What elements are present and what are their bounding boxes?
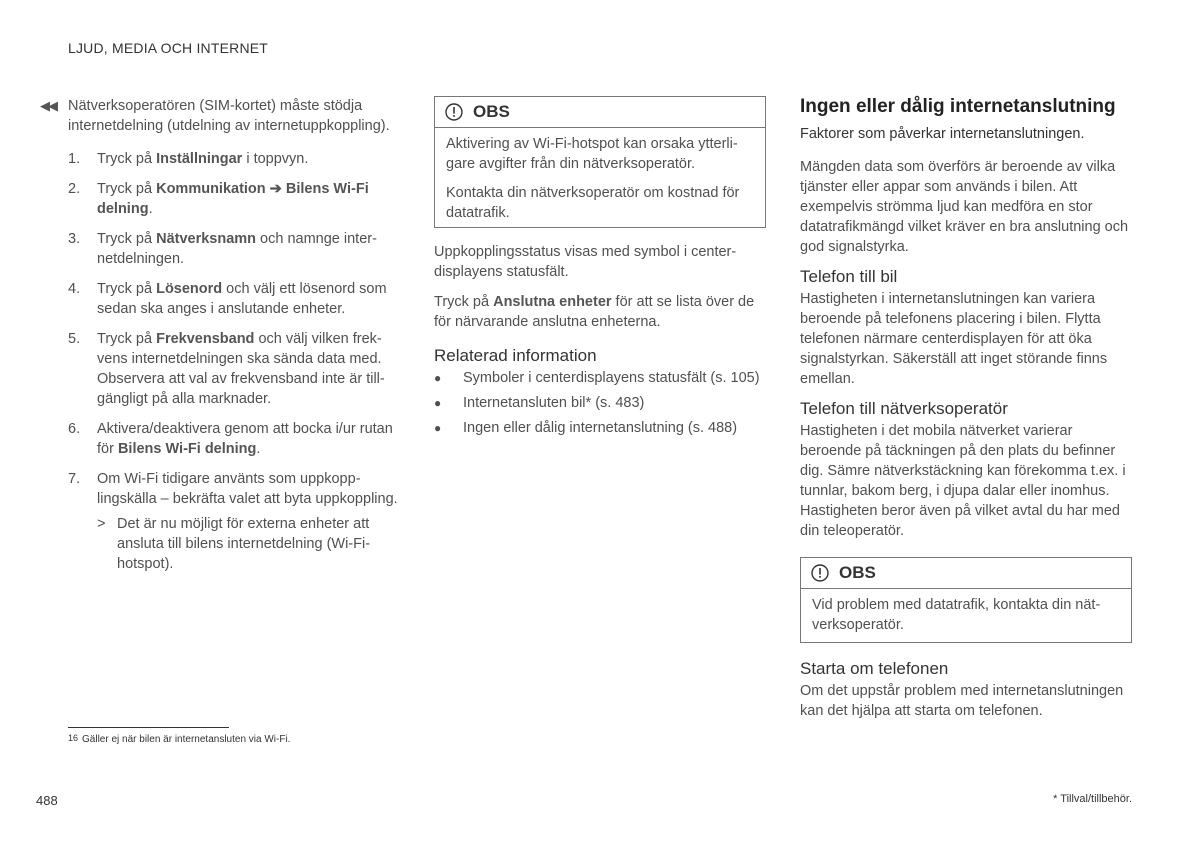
section-lead: Faktorer som påverkar internetanslutningen. (800, 126, 1085, 142)
step-item: 2. Tryck på Kommunikation ➔ Bilens Wi-Fi delning. (68, 181, 369, 217)
page-header: LJUD, MEDIA OCH INTERNET (68, 40, 269, 56)
related-link[interactable]: ● Symboler i centerdisplayens statusfält (s. 105) (434, 370, 760, 386)
column-instructions (40, 96, 400, 584)
obs-text: Aktivering av Wi-Fi-hotspot kan orsaka ytterligare avgifter från din nätverksoperatör. (446, 136, 738, 172)
related-link[interactable]: ● Ingen eller dålig internetanslutning (s. 488) (434, 420, 738, 436)
connected-devices-paragraph: Tryck på Anslutna enheter för att se lista över de för närvarande anslutna enheterna. (434, 294, 755, 330)
step-item: 3. Tryck på Nätverksnamn och namnge internetdelningen. (68, 231, 377, 267)
info-icon (811, 564, 829, 582)
related-list (434, 368, 766, 438)
status-paragraph: Uppkopplingsstatus visas med symbol i centerdisplayens statusfält. (434, 244, 737, 280)
accessory-note: * Tillval/tillbehör. (1053, 793, 1132, 805)
continued-icon: ◀◀ (40, 98, 56, 113)
phone-operator-text: Hastigheten i det mobila nätverket varierar beroende på täckningen på den plats du befinner dig. Sämre nätverkstäckning kan förekomma t.ex. i tunnlar, bakom berg, i djupa dalar eller inomhus. Hastigheten beror även på vilket avtal du har med din teleoperatör. (800, 423, 1126, 539)
step-item: 4. Tryck på Lösenord och välj ett lösenord som sedan ska anges i anslutande enheter. (68, 281, 387, 317)
step-item: 1. Tryck på Inställningar i toppvyn. (68, 151, 309, 167)
obs-text: Vid problem med datatrafik, kontakta din nätverksoperatör. (812, 597, 1101, 633)
heading-phone-car: Telefon till bil (800, 267, 898, 286)
intro-text: Nätverksoperatören (SIM-kortet) måste stödja internetdelning (utdelning av internetuppkoppling). (68, 98, 390, 134)
bullet-icon: ● (434, 396, 442, 410)
obs-title: OBS (473, 102, 510, 121)
bullet-icon: ● (434, 421, 442, 435)
arrow-icon: ➔ (265, 181, 286, 197)
footnote: $^{16}$ Gäller ej när bilen är internetansluten via Wi-Fi. (68, 733, 291, 745)
page-number: 488 (36, 793, 58, 808)
obs-box (434, 96, 766, 228)
footnote-divider (68, 727, 229, 728)
phone-car-text: Hastigheten i internetanslutningen kan variera beroende på telefonens placering i bilen. Flytta telefonen närmare centerdisplayen för att öka signalstyrkan. Säkerställ att inget störande finns emellan. (800, 291, 1108, 387)
bullet-icon: ● (434, 371, 442, 385)
result-note: > Det är nu möjligt för externa enheter att ansluta till bilens internetdelning (Wi-Fi-hotspot). (97, 516, 371, 572)
steps-list (40, 149, 400, 574)
info-icon (445, 103, 463, 121)
obs-title: OBS (839, 563, 876, 582)
heading-restart: Starta om telefonen (800, 659, 949, 678)
result-marker: > (97, 516, 106, 532)
restart-text: Om det uppstår problem med internetanslutningen kan det hjälpa att starta om telefonen. (800, 683, 1124, 719)
related-link[interactable]: ● Internetansluten bil* (s. 483) (434, 395, 645, 411)
data-paragraph: Mängden data som överförs är beroende av vilka tjänster eller appar som används i bilen. Att exempelvis strömma ljud kan medföra en stor datatrafikmängd vilket kräver en bra anslutning och god signalstyrka. (800, 159, 1129, 255)
column-notes (434, 96, 766, 443)
obs-text: Kontakta din nätverksoperatör om kostnad för datatrafik. (446, 185, 740, 221)
step-item: 6. Aktivera/deaktivera genom att bocka i/ur rutan för Bilens Wi-Fi delning. (68, 421, 393, 457)
step-item: 7. Om Wi-Fi tidigare använts som uppkopplingskälla – bekräfta valet att byta uppkoppling. > Det är nu möjligt för externa enheter att ansluta till bilens internetdelning (Wi-Fi-hotspot). (68, 469, 400, 574)
step-item: 5. Tryck på Frekvensband och välj vilken frekvens internetdelningen ska sända data med. Observera att val av frekvensband inte är tillgängligt på alla marknader. (68, 331, 385, 407)
section-title: Ingen eller dålig internetanslutning (800, 96, 1116, 117)
obs-box (800, 557, 1132, 643)
related-heading: Relaterad information (434, 346, 597, 365)
column-troubleshooting (800, 96, 1132, 721)
heading-phone-operator: Telefon till nätverksoperatör (800, 399, 1008, 418)
